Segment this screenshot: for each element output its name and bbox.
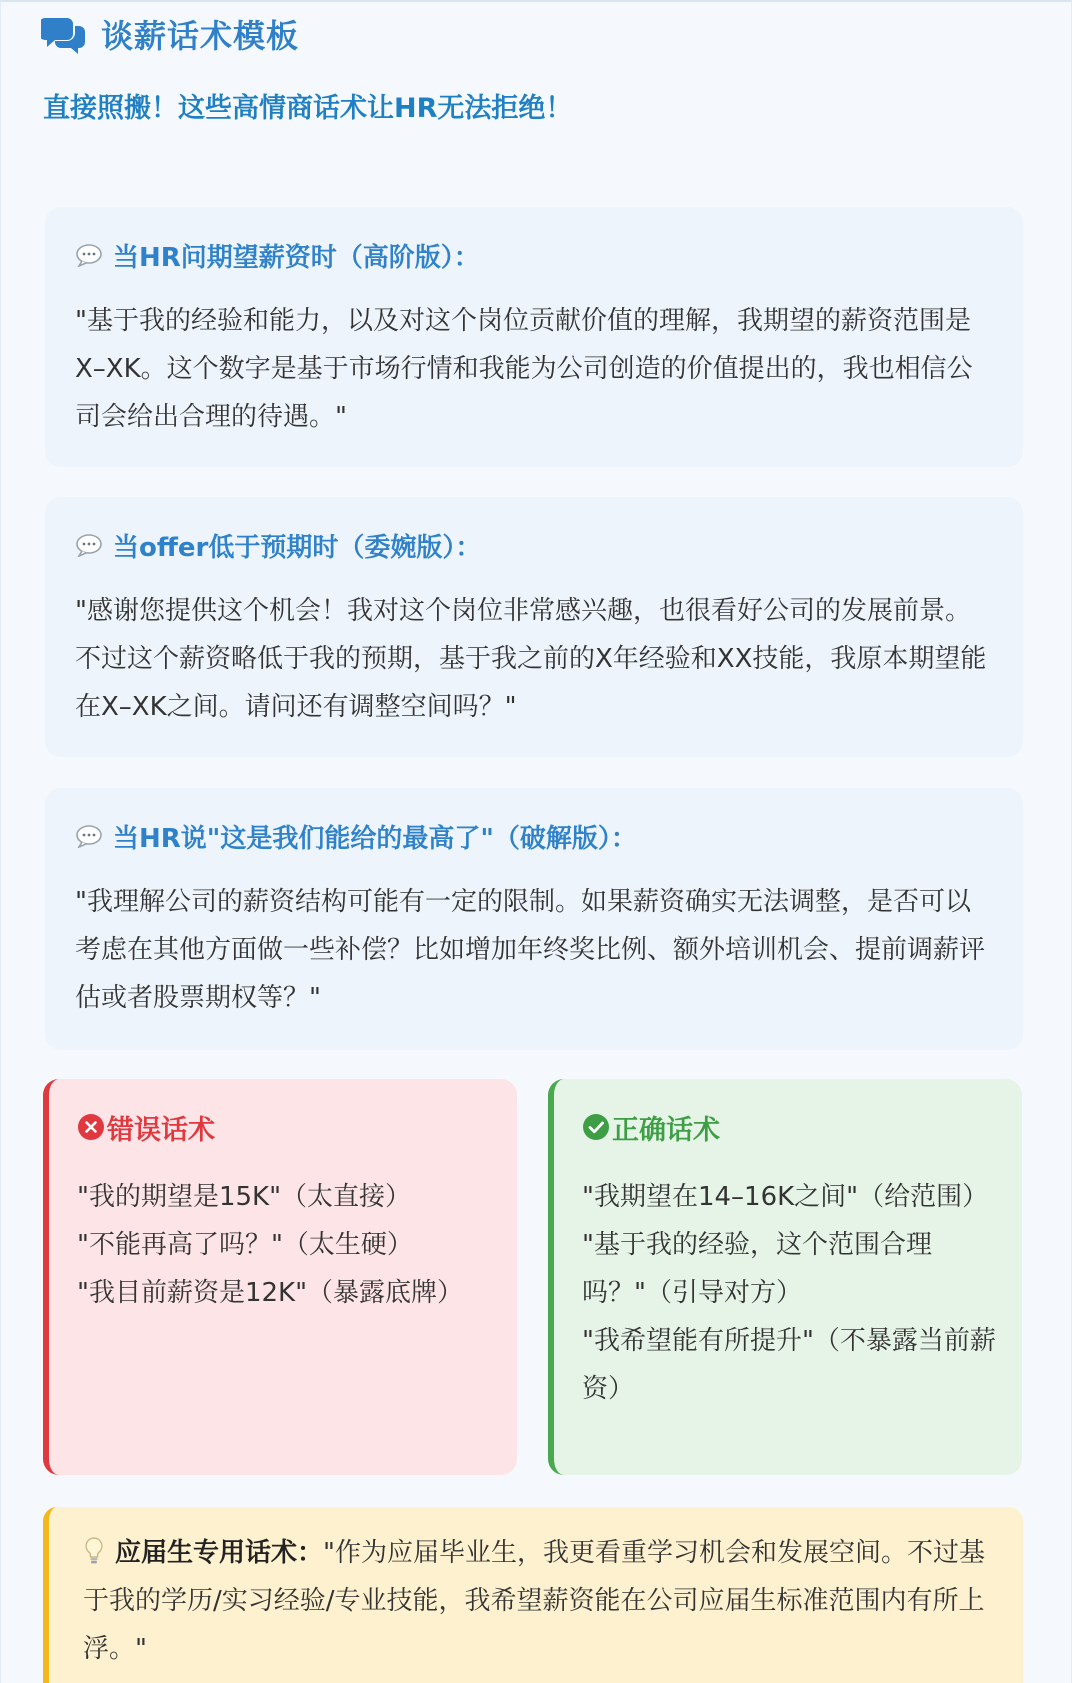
x-circle-icon	[77, 1113, 105, 1141]
wrong-phrase-list	[77, 1173, 491, 1317]
list-item: "我期望在14–16K之间"（给范围）	[582, 1182, 989, 1212]
card-title-row	[75, 235, 993, 275]
script-card	[45, 497, 1023, 757]
card-body: "感谢您提供这个机会！我对这个岗位非常感兴趣，也很看好公司的发展前景。不过这个薪资略低于我的预期，基于我之前的X年经验和XX技能，我原本期望能在X–XK之间。请问还有调整空间吗？"	[75, 596, 987, 722]
card-title: 当offer低于预期时（委婉版）：	[113, 532, 482, 563]
card-body: "基于我的经验和能力，以及对这个岗位贡献价值的理解，我期望的薪资范围是X–XK。这个数字是基于市场行情和我能为公司创造的价值提出的，我也相信公司会给出合理的待遇。"	[75, 306, 973, 432]
card-body: "我理解公司的薪资结构可能有一定的限制。如果薪资确实无法调整，是否可以考虑在其他方面做一些补偿？比如增加年终奖比例、额外培训机会、提前调薪评估或者股票期权等？"	[75, 887, 986, 1013]
card-title-row	[75, 816, 993, 856]
list-item: "不能再高了吗？"（太生硬）	[77, 1230, 413, 1260]
graduate-tip-box	[43, 1507, 1023, 1683]
right-phrase-list	[582, 1173, 996, 1413]
speech-bubble-icon	[75, 243, 103, 267]
list-item: "我目前薪资是12K"（暴露底牌）	[77, 1278, 464, 1308]
list-item: "我希望能有所提升"（不暴露当前薪资）	[582, 1326, 996, 1404]
card-title-row	[75, 525, 993, 565]
speech-bubble-icon	[75, 824, 103, 848]
check-circle-icon	[582, 1113, 610, 1141]
wrong-panel-title-row	[77, 1109, 491, 1145]
speech-bubble-icon	[75, 533, 103, 557]
script-card	[45, 788, 1023, 1050]
lightbulb-icon	[83, 1536, 105, 1566]
right-phrases-panel	[548, 1079, 1022, 1475]
list-item: "我的期望是15K"（太直接）	[77, 1182, 412, 1212]
tip-label: 应届生专用话术：	[115, 1538, 324, 1568]
wrong-panel-title: 错误话术	[107, 1114, 215, 1146]
card-title: 当HR说"这是我们能给的最高了"（破解版）：	[113, 823, 637, 854]
tip-text: "作为应届毕业生，我更看重学习机会和发展空间。不过基于我的学历/实习经验/专业技能，我希望薪资能在公司应届生标准范围内有所上浮。"	[83, 1538, 985, 1664]
script-card	[45, 207, 1023, 467]
list-item: "基于我的经验，这个范围合理吗？"（引导对方）	[582, 1230, 932, 1308]
chat-bubbles-icon	[41, 14, 87, 54]
page-subtitle: 直接照搬！这些高情商话术让HR无法拒绝！	[43, 93, 573, 124]
right-panel-title-row	[582, 1109, 996, 1145]
page-header	[41, 10, 299, 58]
page-title: 谈薪话术模板	[101, 17, 300, 55]
wrong-phrases-panel	[43, 1079, 517, 1475]
card-title: 当HR问期望薪资时（高阶版）：	[113, 242, 480, 273]
right-panel-title: 正确话术	[612, 1114, 720, 1146]
